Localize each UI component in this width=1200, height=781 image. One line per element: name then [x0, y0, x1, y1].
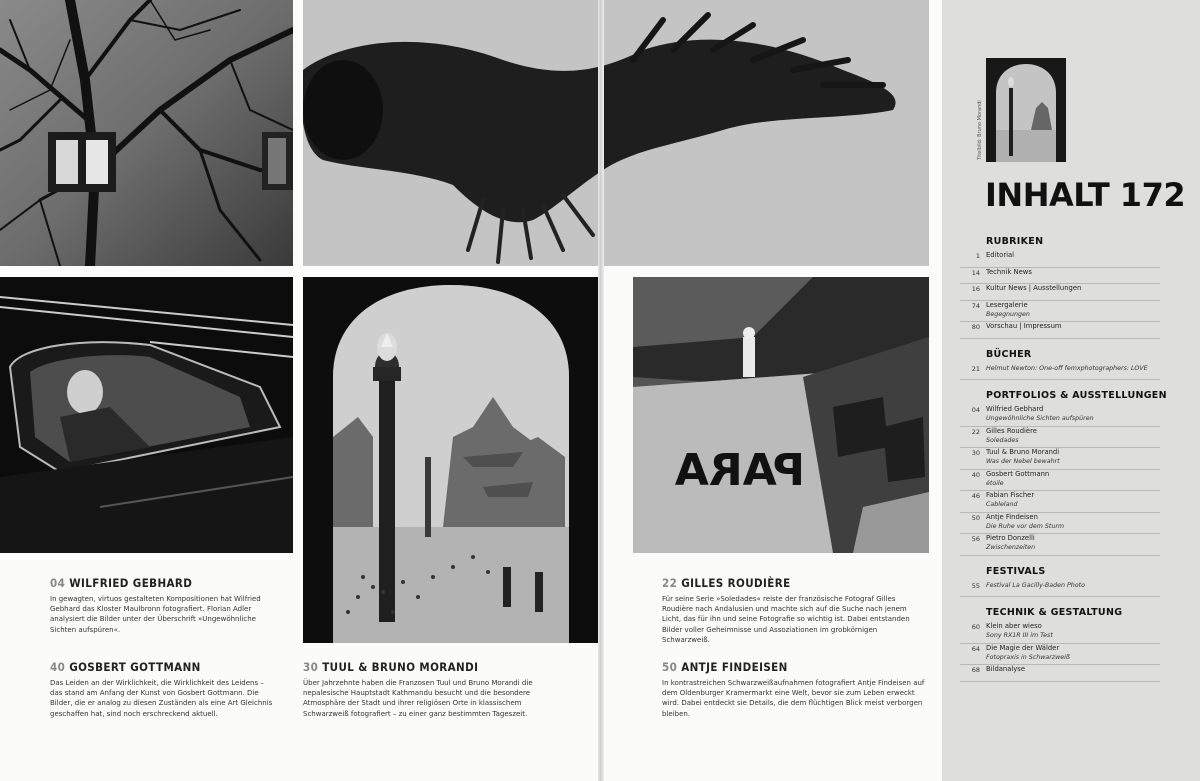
- contents-entry-text: [986, 322, 1062, 331]
- contents-entry-text: [986, 405, 1094, 423]
- contents-entry[interactable]: [956, 322, 1196, 335]
- contents-entry[interactable]: [956, 405, 1196, 423]
- contents-entry-title: Gosbert Gottmann: [986, 469, 1050, 478]
- contents-entry-title: Gilles Roudière: [986, 426, 1037, 435]
- contents-list: [956, 236, 1196, 682]
- contents-entry-subtitle: Begegnungen: [986, 310, 1030, 318]
- contents-entry-subtitle: Helmut Newton: One-off femxphotographers: LOVE: [986, 364, 1148, 372]
- contents-entry[interactable]: [956, 581, 1196, 594]
- contents-entry-subtitle: Ungewöhnliche Sichten aufspüren: [986, 415, 1094, 422]
- caption-gottmann: [50, 660, 275, 719]
- contents-entry[interactable]: [956, 665, 1196, 678]
- contents-entry-title: Editorial: [986, 251, 1015, 259]
- contents-entry-subtitle: étoile: [986, 479, 1004, 487]
- contents-entry-page: 60: [971, 623, 980, 631]
- contents-entry-title: Vorschau | Impressum: [986, 322, 1062, 330]
- contents-entry-page: 21: [971, 364, 980, 373]
- caption-title: GOSBERT GOTTMANN: [69, 660, 201, 674]
- contents-entry-page: 50: [971, 513, 980, 522]
- caption-title: ANTJE FINDEISEN: [681, 660, 788, 674]
- cover-credit: Titelbild: Bruno Morandi: [977, 100, 983, 160]
- contents-entry-title: Technik News: [986, 267, 1032, 276]
- contents-entry-title: Bildanalyse: [986, 665, 1026, 673]
- contents-entry-subtitle: Zwischenzeiten: [986, 544, 1036, 551]
- contents-entry-title: Lesergalerie: [986, 300, 1028, 309]
- contents-divider: [960, 555, 1160, 556]
- contents-entry-text: [986, 301, 1030, 319]
- contents-entry-text: [986, 622, 1053, 640]
- cover-thumbnail: [986, 58, 1066, 162]
- contents-entry-subtitle: Was der Nebel bewahrt: [986, 458, 1060, 465]
- caption-title: WILFRIED GEBHARD: [69, 576, 193, 590]
- contents-entry[interactable]: [956, 364, 1196, 377]
- contents-entry[interactable]: [956, 251, 1196, 264]
- contents-entry[interactable]: [956, 491, 1196, 509]
- contents-entry-page: 40: [971, 470, 980, 479]
- contents-entry-subtitle: Die Ruhe vor dem Sturm: [986, 522, 1065, 530]
- contents-entry-page: 46: [971, 492, 980, 500]
- contents-section-heading: PORTFOLIOS & AUSSTELLUNGEN: [986, 390, 1167, 401]
- contents-entry-text: [986, 251, 1014, 260]
- contents-entry-subtitle: Cableland: [986, 501, 1018, 508]
- contents-entry-title: Klein aber wieso: [986, 622, 1042, 630]
- contents-entry-title: Kultur News | Ausstellungen: [986, 284, 1082, 292]
- contents-entry-text: [986, 581, 1085, 590]
- contents-entry-title: Antje Findeisen: [986, 512, 1038, 521]
- contents-entry[interactable]: [956, 284, 1196, 297]
- contents-entry-text: [986, 284, 1081, 293]
- contents-entry[interactable]: [956, 644, 1196, 662]
- contents-entry-text: [986, 534, 1035, 552]
- contents-entry-subtitle: Soledades: [986, 436, 1019, 444]
- caption-page-number: 40: [50, 660, 66, 674]
- contents-entry[interactable]: [956, 301, 1196, 319]
- caption-findeisen: [662, 660, 927, 719]
- contents-entry-page: 16: [971, 285, 980, 293]
- contents-section-heading: RUBRIKEN: [986, 236, 1044, 247]
- contents-entry-page: 80: [971, 323, 980, 331]
- caption-page-number: 30: [303, 660, 319, 674]
- caption-page-number: 04: [50, 576, 66, 590]
- contents-section-heading: TECHNIK & GESTALTUNG: [986, 607, 1123, 618]
- contents-entry-page: 68: [971, 666, 980, 674]
- contents-title: INHALT 172: [985, 176, 1186, 214]
- contents-entry-subtitle: Sony RX1R III im Test: [986, 632, 1053, 639]
- contents-section-heading: FESTIVALS: [986, 565, 1046, 577]
- contents-entry-title: Wilfried Gebhard: [986, 405, 1044, 413]
- caption-page-number: 22: [662, 576, 678, 590]
- caption-morandi: [303, 660, 548, 719]
- contents-divider: [960, 596, 1160, 597]
- contents-entry-subtitle: Festival La Gacilly-Baden Photo: [986, 581, 1085, 589]
- caption-gebhard: [50, 576, 275, 635]
- contents-divider: [960, 338, 1160, 339]
- contents-entry-text: [986, 491, 1034, 509]
- caption-text: Über Jahrzehnte haben die Franzosen Tuul und Bruno Morandi die nepalesische Hauptstadt Kathmandu besucht und die besondere Atmosphäre der Stadt und ihrer religiösen Orte in klassischem Schwarzweiß fotografiert – zu einer ganz bestimmten Tageszeit.: [303, 679, 533, 718]
- contents-entry-subtitle: Fotopraxis in Schwarzweiß: [986, 653, 1070, 661]
- caption-text: Für seine Serie »Soledades« reiste der französische Fotograf Gilles Roudière nach Andalusien und machte sich auf die Suche nach jenem Licht, das für ihn und seine Fotografie so wichtig ist. Dabei entstanden Bilder voller Geheimnisse und Assoziationen im grobkörnigen Schwarzweiß.: [662, 595, 910, 644]
- contents-entry-title: Die Magie der Wälder: [986, 643, 1060, 652]
- contents-entry[interactable]: [956, 427, 1196, 445]
- contents-entry[interactable]: [956, 268, 1196, 281]
- caption-text: Das Leiden an der Wirklichkeit, die Wirklichkeit des Leidens – das stand am Anfang der Kunst von Gosbert Gottmann. Die Bilder, die er analog zu diesen Zuständen als eine Art Gleichnis geschaffen hat, sind noch erschreckend aktuell.: [50, 679, 273, 718]
- photo-bird-wing: [303, 0, 929, 266]
- contents-section-heading: BÜCHER: [986, 348, 1032, 360]
- photo-tree-shadow-window: [0, 0, 293, 266]
- contents-divider: [960, 681, 1160, 682]
- photo-car-driver: [0, 277, 293, 553]
- contents-entry-text: [986, 470, 1049, 488]
- caption-text: In gewagten, virtuos gestalteten Kompositionen hat Wilfried Gebhard das Kloster Maulbronn fotografiert. Florian Adler analysiert die Bilder unter der Überschrift »Ungewöhnliche Sichten aufspüren«.: [50, 595, 261, 634]
- caption-title: GILLES ROUDIÈRE: [681, 576, 791, 590]
- caption-title: TUUL & BRUNO MORANDI: [322, 660, 479, 674]
- contents-entry[interactable]: [956, 622, 1196, 640]
- contents-entry-text: [986, 665, 1025, 674]
- caption-page-number: 50: [662, 660, 678, 674]
- contents-entry-title: Tuul & Bruno Morandi: [986, 448, 1060, 456]
- contents-entry[interactable]: [956, 534, 1196, 552]
- contents-entry-text: [986, 513, 1064, 531]
- contents-entry-page: 14: [971, 268, 980, 277]
- caption-roudiere: [662, 576, 927, 645]
- contents-entry-page: 04: [971, 406, 980, 414]
- page-gutter: [598, 0, 604, 781]
- contents-entry-page: 55: [971, 581, 980, 590]
- contents-entry-page: 1: [975, 252, 980, 260]
- sign-para-text: PARA: [674, 445, 805, 496]
- contents-entry-title: Fabian Fischer: [986, 491, 1035, 499]
- contents-entry[interactable]: [956, 513, 1196, 531]
- photo-fair-para: [633, 277, 929, 553]
- contents-entry-page: 30: [971, 449, 980, 457]
- contents-entry-page: 22: [971, 427, 980, 436]
- photo-temple-arch: [303, 277, 599, 643]
- caption-text: In kontrastreichen Schwarzweißaufnahmen fotografiert Antje Findeisen auf dem Oldenburger Kramermarkt eine Welt, bevor sie zum Leben erweckt wird. Dabei entdeckt sie Details, die dem flüchtigen Blick meist verborgen bleiben.: [662, 679, 925, 718]
- contents-entry-title: Pietro Donzelli: [986, 534, 1035, 542]
- contents-entry-text: [986, 364, 1148, 373]
- contents-entry-text: [986, 268, 1032, 277]
- contents-entry-page: 74: [971, 301, 980, 310]
- contents-entry-text: [986, 427, 1037, 445]
- contents-entry-page: 64: [971, 644, 980, 653]
- contents-entry-text: [986, 644, 1070, 662]
- contents-entry[interactable]: [956, 470, 1196, 488]
- contents-divider: [960, 379, 1160, 380]
- contents-entry-text: [986, 448, 1060, 466]
- contents-entry-page: 56: [971, 535, 980, 543]
- contents-entry[interactable]: [956, 448, 1196, 466]
